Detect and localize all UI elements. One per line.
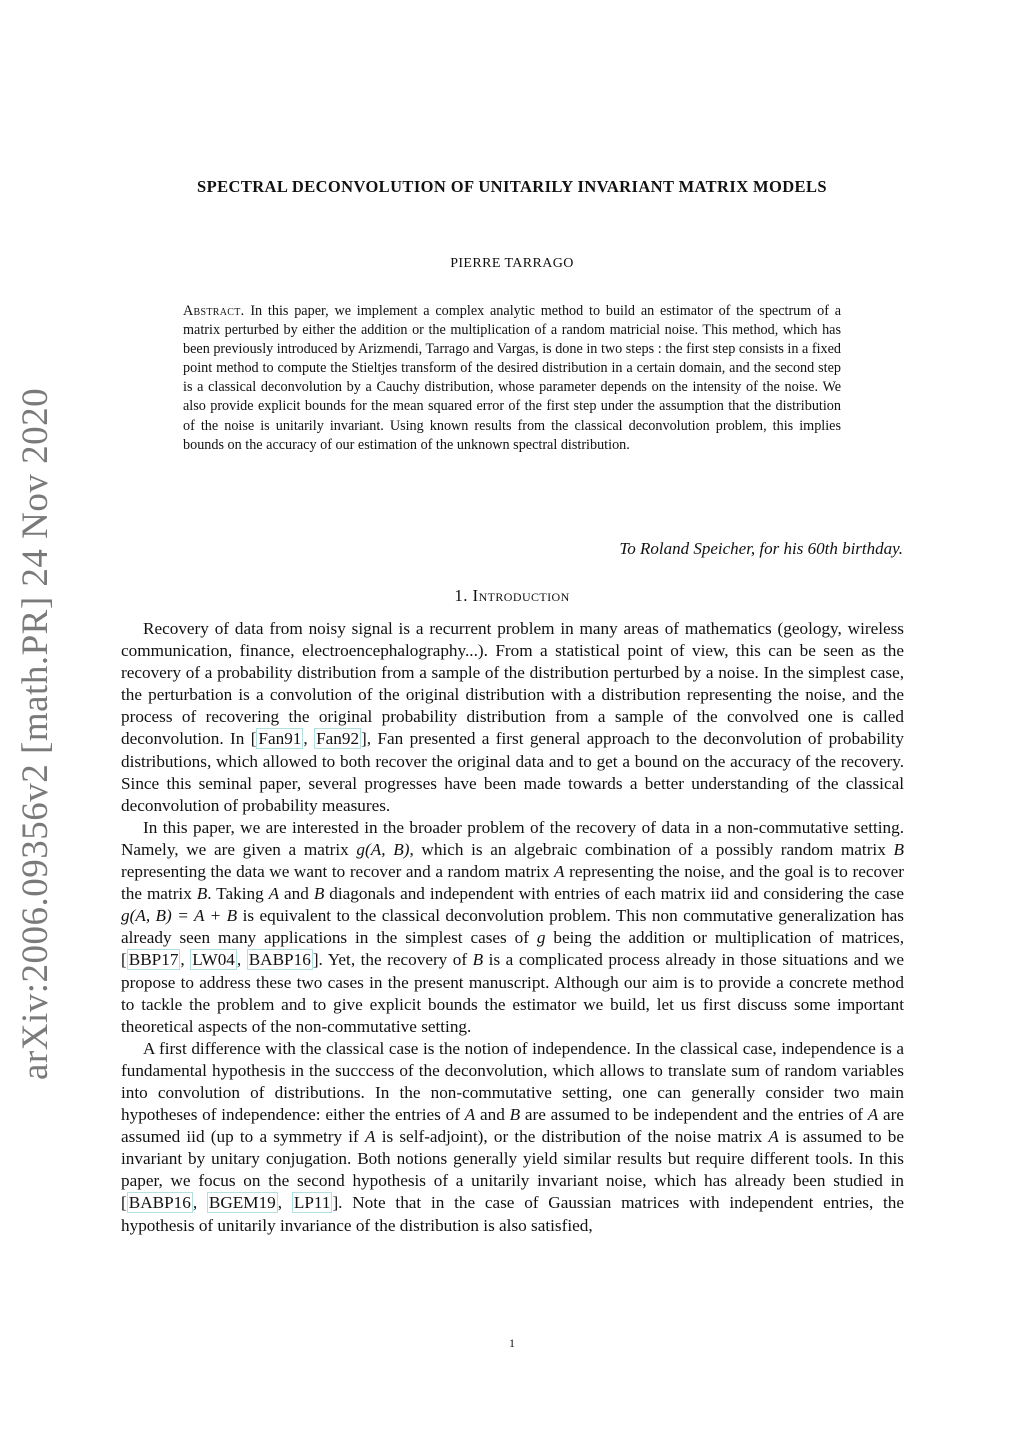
dedication: To Roland Speicher, for his 60th birthday. xyxy=(619,539,903,558)
citation-link[interactable]: Fan92 xyxy=(316,729,360,749)
citation-link[interactable]: BABP16 xyxy=(248,950,311,970)
paragraph-text: Recovery of data from noisy signal is a recurrent problem in many areas of mathematics (geology, wireless communication, finance, electroencephalography...). From a statistical point of view, this can be seen as the recovery of a probability distribution from a sample of the distribution perturbed by a noise. In the simplest case, the perturbation is a convolution of the original distribution with a distribution representing the noise, and the process of recovering the original probability distribution from a sample of the convolved one is called deconvolution. In xyxy=(121,619,904,749)
paragraph-text: are assumed to be independent and the entries of xyxy=(520,1105,868,1125)
math-expression: B xyxy=(196,884,208,904)
citation-link[interactable]: LW04 xyxy=(192,950,235,970)
math-expression: A xyxy=(464,1105,476,1125)
paragraph-text: being the addition or multiplication of matrices, [ xyxy=(121,928,904,970)
math-expression: A xyxy=(554,862,565,882)
math-expression: B xyxy=(313,884,325,904)
paragraph-text: is assumed to be invariant by unitary conjugation. Both notions generally yield similar results but require different tools. In this paper, we focus on the second hypothesis of a unitarily invariant noise, which has already been studied in [ xyxy=(121,1127,905,1213)
citation-link[interactable]: Fan91 xyxy=(258,729,302,749)
paragraph-text: ]. Yet, the recovery of xyxy=(312,950,473,970)
paragraph-text: is a complicated process already in those situations and we propose to address these two cases in the present manuscript. Although our aim is to provide a concrete method to tackle the problem and to give explicit bounds the estimator we build, let us first discuss some important theoretical aspects of the non-commutative setting. xyxy=(121,950,905,1036)
paragraph-text: and xyxy=(475,1105,510,1125)
math-expression: B xyxy=(472,950,484,970)
paper-title: SPECTRAL DECONVOLUTION OF UNITARILY INVARIANT MATRIX MODELS xyxy=(197,177,827,196)
math-expression: B xyxy=(893,839,904,859)
paragraph-text: In this paper, we are interested in the broader problem of the recovery of data in a non-commutative setting. Namely, we are given a matrix xyxy=(121,817,904,859)
paragraph-text: A first difference with the classical case is the notion of independence. In the classical case, independence is a fundamental hypothesis in the succcess of the deconvolution, which allows to translate sum of random variables into convolution of distributions. In the non-commutative setting, one can generally consider two main hypotheses of independence: either the entries of xyxy=(121,1038,904,1125)
paragraph-text: , which is an algebraic combination of a possibly random matrix xyxy=(409,839,894,859)
math-expression: A xyxy=(364,1127,376,1147)
citation-link[interactable]: BBP17 xyxy=(128,950,179,970)
paragraph-text: , Fan presented a first general approach to the deconvolution of probability distributions, which allowed to both recover the original data and to get a bound on the accuracy of the recovery. Since this seminal paper, several progresses have been made towards a better understanding of the classical deconvolution of probability measures. xyxy=(121,729,905,815)
paragraph-text: are assumed iid (up to a symmetry if xyxy=(121,1105,904,1147)
page-number: 1 xyxy=(509,1336,515,1350)
paragraph-text: . Taking xyxy=(207,884,269,904)
abstract-label: Abstract. xyxy=(183,303,245,319)
math-expression: g(A, B) xyxy=(356,839,410,859)
author-name: PIERRE TARRAGO xyxy=(450,256,574,271)
citation-link[interactable]: BABP16 xyxy=(128,1193,191,1213)
abstract-text: In this paper, we implement a complex analytic method to build an estimator of the spectrum of a matrix perturbed by either the addition or the multiplication of a random matricial noise. This method, which has been previously introduced by Arizmendi, Tarrago and Vargas, is done in two steps : the first step consists in a fixed point method to compute the Stieltjes transform of the desired distribution in a certain domain, and the second step is a classical deconvolution by a Cauchy distribution, whose parameter depends on the intensity of the noise. We also provide explicit bounds for the mean squared error of the first step under the assumption that the distribution of the noise is unitarily invariant. Using known results from the classical deconvolution problem, this implies bounds on the accuracy of our estimation of the unknown spectral distribution. xyxy=(183,303,841,453)
section-number: 1. xyxy=(454,586,468,605)
paragraph-1: Recovery of data from noisy signal is a recurrent problem in many areas of mathematics (geology, wireless communication, finance, electroencephalography...). From a statistical point of view, this can be seen as the recovery of a probability distribution from a sample of the distribution perturbed by a noise. In the simplest case, the perturbation is a convolution of the original distribution with a distribution representing the noise, and the process of recovering the original probability distribution from a sample of the convolved one is called deconvolution. In [ Fan91 , Fan92 ], Fan presented a first general approach to the deconvolution of probability distributions, which allowed to both recover the original data and to get a bound on the accuracy of the recovery. Since this seminal paper, several progresses have been made towards a better understanding of the classical deconvolution of probability measures. xyxy=(121,619,905,815)
math-expression: g xyxy=(536,928,546,948)
paragraph-text: diagonals and independent with entries of each matrix iid and considering the case xyxy=(324,884,904,904)
paragraph-3: A first difference with the classical case is the notion of independence. In the classical case, independence is a fundamental hypothesis in the succcess of the deconvolution, which allows to translate sum of random variables into convolution of distributions. In the non-commutative setting, one can generally consider two main hypotheses of independence: either the entries of A and B are assumed to be independent and the entries of A are assumed iid (up to a symmetry if A is self-adjoint), or the distribution of the noise matrix A is assumed to be invariant by unitary conjugation. Both notions generally yield similar results but require different tools. In this paper, we focus on the second hypothesis of a unitarily invariant noise, which has already been studied in [ BABP16 , BGEM19 , LP11 ]. Note that in the case of Gaussian matrices with independent entries, the hypothesis of unitarily invariance of the distribution is also satisfied, xyxy=(121,1038,905,1235)
abstract xyxy=(183,302,841,455)
math-expression: A xyxy=(268,884,280,904)
paragraph-text: is equivalent to the classical deconvolution problem. This non commutative generalization has already seen many applications in the simplest cases of xyxy=(121,906,904,948)
paragraph-text: representing the data we want to recover and a random matrix xyxy=(121,862,555,882)
arxiv-identifier-stamp: arXiv:2006.09356v2 [math.PR] 24 Nov 2020 xyxy=(15,387,56,1080)
paragraph-text: ]. Note that in the case of Gaussian matrices with independent entries, the hypothesis of unitarily invariance of the distribution is also satisfied, xyxy=(121,1193,905,1235)
math-expression: B xyxy=(509,1105,521,1125)
math-expression: A xyxy=(768,1127,779,1147)
paragraph-text: is self-adjoint), or the distribution of the noise matrix xyxy=(375,1127,769,1147)
paragraph-2: In this paper, we are interested in the broader problem of the recovery of data in a non-commutative setting. Namely, we are given a matrix g(A, B), which is an algebraic combination of a possibly random matrix B representing the data we want to recover and a random matrix A representing the noise, and the goal is to recover the matrix B. Taking A and B diagonals and independent with entries of each matrix iid and considering the case g(A, B) = A + B is equivalent to the classical deconvolution problem. This non commutative generalization has already seen many applications in the simplest cases of g being the addition or multiplication of matrices, [ BBP17 , LW04 , BABP16 ]. Yet, the recovery of B is a complicated process already in those situations and we propose to address these two cases in the present manuscript. Although our aim is to provide a concrete method to tackle the problem and to give explicit bounds the estimator we build, let us first discuss some important theoretical aspects of the non-commutative setting. xyxy=(121,817,905,1036)
math-expression: g(A, B) = A + B xyxy=(121,906,238,926)
math-expression: A xyxy=(867,1105,879,1125)
citation-link[interactable]: BGEM19 xyxy=(208,1193,276,1213)
section-heading-introduction xyxy=(120,586,904,606)
citation-link[interactable]: LP11 xyxy=(293,1193,331,1213)
paragraph-text: representing the noise, and the goal is to recover the matrix xyxy=(121,862,904,904)
introduction-body xyxy=(121,618,904,1237)
paragraph-text: and xyxy=(279,884,314,904)
section-name: Introduction xyxy=(472,586,570,605)
